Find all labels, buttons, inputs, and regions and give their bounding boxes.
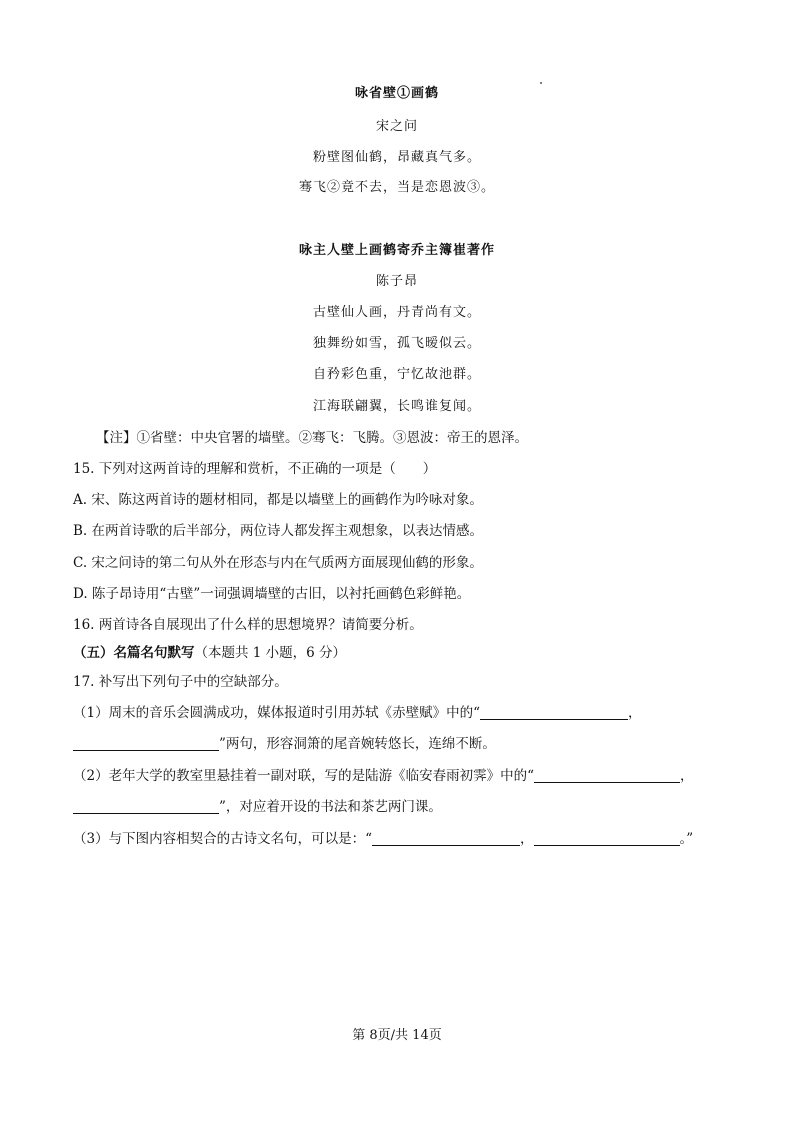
q17-item2-line2	[73, 795, 442, 815]
poem2-line-1: 古壁仙人画，丹青尚有文。	[312, 305, 481, 320]
q17-item1-line1	[73, 701, 642, 721]
q16-stem: 16. 两首诗各自展现出了什么样的思想境界？请简要分析。	[73, 617, 423, 633]
q17-item2-text-b: ，	[680, 768, 694, 784]
poem2-line-2: 独舞纷如雪，孤飞暧似云。	[312, 336, 481, 351]
poem2-title: 咏主人壁上画鹤寄乔主簿崔著作	[298, 243, 495, 258]
q17-item2-text-c: ”，对应着开设的书法和茶艺两门课。	[219, 799, 442, 815]
q17-item1-text-c: ”两句，形容洞箫的尾音婉转悠长，连绵不断。	[219, 736, 496, 752]
q17-item2-text-a: （2）老年大学的教室里悬挂着一副对联，写的是陆游《临安春雨初霁》中的“	[73, 768, 534, 784]
annotation-note: 【注】①省壁：中央官署的墙壁。②骞飞：飞腾。③恩波：帝王的恩泽。	[96, 430, 528, 446]
q17-item3-line	[73, 827, 693, 847]
q17-item1-text-b: ，	[628, 705, 642, 721]
q17-item3-text-a: （3）与下图内容相契合的古诗文名句，可以是：“	[73, 831, 372, 847]
poem1-line-1: 粉壁图仙鹤，昂藏真气多。	[312, 150, 481, 165]
q15-option-d: D. 陈子昂诗用“古壁”一词强调墙壁的古旧，以衬托画鹤色彩鲜艳。	[73, 586, 471, 602]
poem2-author: 陈子昂	[375, 274, 418, 289]
q17-item3-blank-2[interactable]	[534, 831, 680, 846]
q17-item1-line2	[73, 732, 496, 752]
q17-item1-text-a: （1）周末的音乐会圆满成功，媒体报道时引用苏轼《赤壁赋》中的“	[73, 705, 480, 721]
q17-item3-text-c: 。”	[679, 831, 694, 847]
q15-option-c: C. 宋之问诗的第二句从外在形态与内在气质两方面展现仙鹤的形象。	[73, 555, 483, 571]
poem2-line-4: 江海联翩翼，长鸣谁复闻。	[312, 399, 481, 414]
q15-stem: 15. 下列对这两首诗的理解和赏析，不正确的一项是（ ）	[73, 461, 437, 477]
poem2-line-3: 自矜彩色重，宁忆故池群。	[312, 367, 481, 382]
q17-item1-blank-2[interactable]	[73, 736, 219, 751]
q17-item2-blank-2[interactable]	[73, 799, 219, 814]
q17-item3-text-b: ，	[520, 831, 534, 847]
poem1-line-2: 骞飞②竟不去，当是恋恩波③。	[298, 180, 495, 195]
page-footer: 第 8页/共 14页	[352, 1028, 442, 1043]
poem1-author: 宋之问	[375, 119, 418, 134]
q17-stem: 17. 补写出下列句子中的空缺部分。	[73, 674, 288, 690]
q15-option-b: B. 在两首诗歌的后半部分，两位诗人都发挥主观想象，以表达情感。	[73, 523, 484, 539]
section5-heading: （五）名篇名句默写	[73, 645, 195, 661]
q15-option-a: A. 宋、陈这两首诗的题材相同，都是以墙壁上的画鹤作为吟咏对象。	[73, 492, 483, 508]
q17-item3-blank-1[interactable]	[372, 831, 520, 846]
section5-header	[73, 641, 346, 661]
q17-item2-line1	[73, 764, 694, 784]
q17-item2-blank-1[interactable]	[534, 768, 680, 783]
q17-item1-blank-1[interactable]	[480, 705, 628, 720]
poem1-title: 咏省壁①画鹤	[354, 86, 439, 101]
section5-info: （本题共 1 小题，6 分）	[194, 645, 347, 661]
